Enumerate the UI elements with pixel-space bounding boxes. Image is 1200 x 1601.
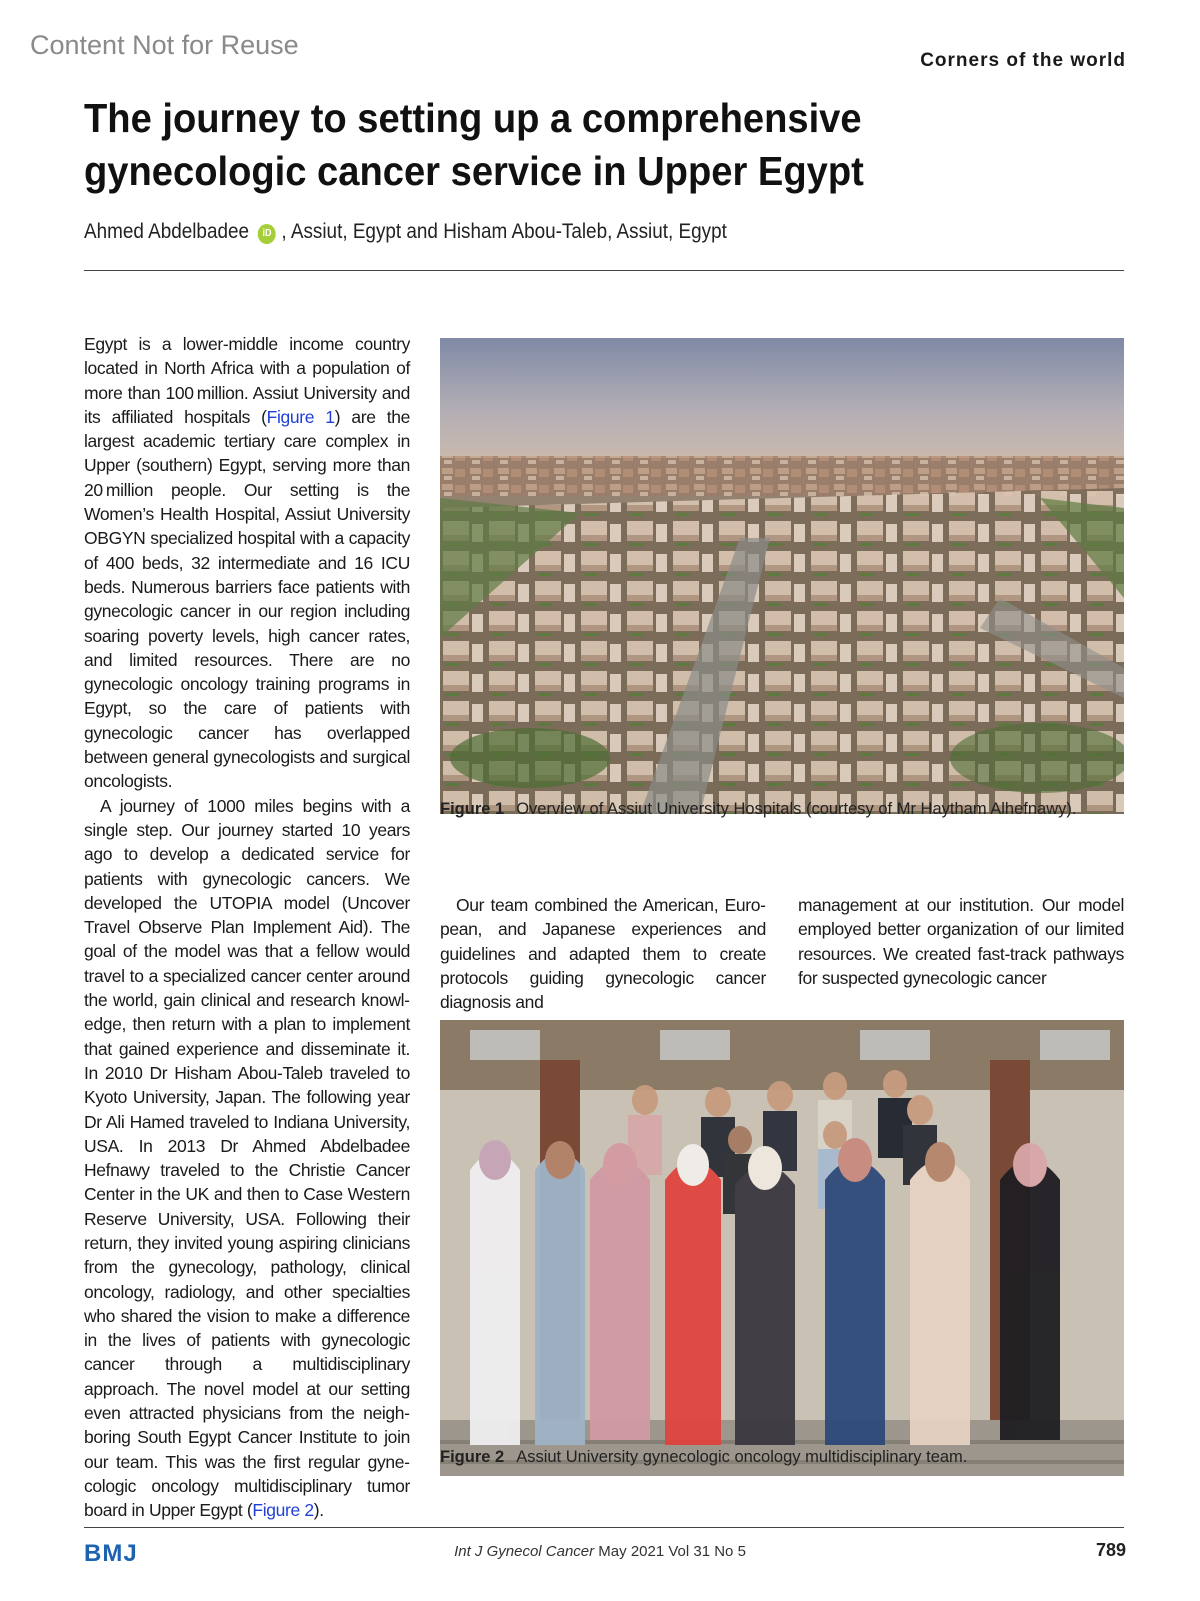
watermark: Content Not for Reuse — [30, 30, 299, 60]
figure-1-label: Figure 1 — [440, 800, 505, 818]
author-first: Ahmed Abdelbadee — [84, 220, 249, 243]
bmj-logo: BMJ — [84, 1540, 138, 1567]
paragraph-2-text-a: A journey of 1000 miles begins with a single step. Our journey started 10 years ago to develop a dedicated service for patients with gynecologic cancers. We developed the UTOPIA model (Uncover Travel Observe Plan Implement Aid). The goal of the model was that a fellow would travel to a specialized cancer center around the world, gain clinical and research knowledge, then return with a plan to implement that gained experience and disseminate it. In 2010 Dr Hisham Abou-Taleb traveled to Kyoto University, Japan. The following year Dr Ali Hamed traveled to Indiana University, USA. In 2013 Dr Ahmed Abdelbadee Hefnawy traveled to the Christie Cancer Center in the UK and then to Case Western Reserve University, USA. Following their return, they invited young aspiring clinicians from the gynecology, pathology, clinical oncology, radiology, and other specialties who shared the vision to make a difference in the lives of patients with gynecologic cancer through a multidisciplinary approach. The novel model at our setting even attracted physicians from the neighboring South Egypt Cancer Institute to join our team. This was the first regular gynecologic oncology multidisciplinary tumor board in Upper Egypt ( — [84, 795, 410, 1521]
page-number: 789 — [1095, 1540, 1126, 1560]
figure-1-caption — [440, 798, 1100, 820]
figure-2-photo — [440, 1020, 1124, 1476]
section-label: Corners of the world — [920, 50, 1126, 71]
figure-2-caption — [440, 1446, 1100, 1468]
footer-divider — [84, 1527, 1124, 1528]
body-column-left — [84, 332, 410, 1523]
header-divider — [84, 270, 1124, 271]
body-column-middle: Our team combined the American, European, and Japanese experiences and guidelines and adapted them to create protocols guiding gynecologic cancer diagnosis and — [440, 895, 766, 1013]
paragraph-1-text-a: Egypt is a lower-middle income country located in North Africa with a population of more than 100 million. Assiut University and its affiliated hospitals ( — [84, 334, 410, 427]
paragraph-1 — [84, 332, 410, 794]
figure-2-caption-text: Assiut University gynecologic oncology multidisciplinary team. — [516, 1448, 968, 1466]
author-rest: , Assiut, Egypt and Hisham Abou-Taleb, Assiut, Egypt — [281, 220, 727, 243]
journal-name: Int J Gynecol Cancer — [454, 1543, 595, 1560]
paragraph-2 — [84, 794, 410, 1523]
author-line — [84, 220, 727, 244]
body-column-right: management at our institution. Our model employed better organization of our limited resources. We created fast-track pathways for suspected gynecologic cancer — [798, 895, 1124, 988]
journal-citation — [0, 1543, 1200, 1560]
journal-issue: May 2021 Vol 31 No 5 — [594, 1543, 746, 1560]
figure-1-photo — [440, 338, 1124, 814]
figure-1-caption-text: Overview of Assiut University Hospitals (courtesy of Mr Haytham Alhefnawy). — [516, 800, 1077, 818]
paragraph-2-text-b: ). — [313, 1500, 324, 1521]
figure-1-link[interactable]: Figure 1 — [266, 406, 335, 427]
figure-2-label: Figure 2 — [440, 1448, 505, 1466]
figure-2-link[interactable]: Figure 2 — [252, 1500, 314, 1521]
orcid-icon[interactable]: iD — [258, 224, 276, 244]
article-title: The journey to setting up a comprehensive gynecologic cancer service in Upper Egypt — [84, 95, 864, 194]
paragraph-1-text-b: ) are the largest academic tertiary care complex in Upper (southern) Egypt, serving more than 20 million people. Our setting is the Women’s Health Hospital, Assiut University OBGYN specialized hospital with a capacity of 400 beds, 32 intermediate and 16 ICU beds. Numerous barriers face patients with gynecologic cancer in our region including soaring poverty levels, high cancer rates, and limited resources. There are no gynecologic oncology training programs in Egypt, so the care of patients with gynecologic cancer has overlapped between general gynecologists and surgical oncologists. — [84, 406, 410, 792]
